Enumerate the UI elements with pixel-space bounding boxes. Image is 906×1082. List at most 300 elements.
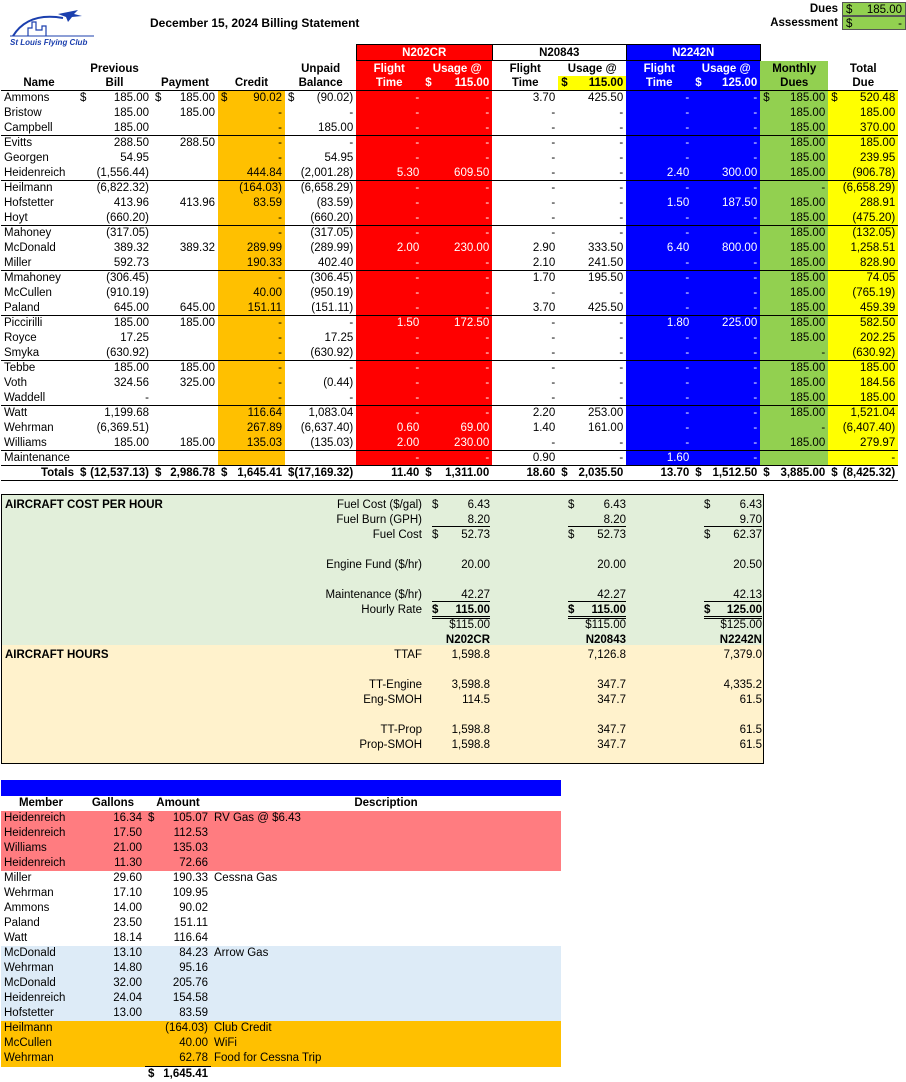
row-u1: 609.50 bbox=[422, 166, 492, 181]
gas-amount: 95.16 bbox=[145, 961, 211, 976]
gas-member: Heidenreich bbox=[1, 856, 81, 871]
billing-row bbox=[1, 331, 898, 346]
row-dues: 185.00 bbox=[760, 241, 828, 256]
billing-row bbox=[1, 346, 898, 361]
row-total: - bbox=[828, 451, 898, 466]
gas-gallons: 29.60 bbox=[81, 871, 145, 886]
row-f2: - bbox=[492, 151, 558, 166]
row-f3: - bbox=[626, 406, 692, 421]
row-f3: - bbox=[626, 106, 692, 121]
totals-row bbox=[1, 466, 898, 481]
row-credit: (164.03) bbox=[218, 181, 285, 196]
col-name: Name bbox=[1, 76, 77, 91]
gas-description bbox=[211, 1006, 561, 1021]
row-name: Heidenreich bbox=[1, 166, 77, 181]
row-credit: - bbox=[218, 106, 285, 121]
row-pay bbox=[152, 331, 218, 346]
row-f2: - bbox=[492, 181, 558, 196]
col-usage-1a: Usage @ bbox=[422, 61, 492, 76]
aircraft-name: N202CR bbox=[432, 634, 490, 646]
row-dues: 185.00 bbox=[760, 271, 828, 286]
row-dues: 185.00 bbox=[760, 286, 828, 301]
eng-smoh-label: Eng-SMOH bbox=[363, 694, 422, 706]
row-u2: - bbox=[558, 166, 626, 181]
row-u2: - bbox=[558, 346, 626, 361]
row-unpaid: (950.19) bbox=[285, 286, 356, 301]
maintenance-label: Maintenance ($/hr) bbox=[325, 589, 422, 601]
row-u1: - bbox=[422, 151, 492, 166]
row-f2: - bbox=[492, 346, 558, 361]
maintenance-value: 42.13 bbox=[704, 589, 762, 602]
row-prev bbox=[77, 451, 152, 466]
row-u1: - bbox=[422, 361, 492, 376]
row-f2: - bbox=[492, 331, 558, 346]
row-u3: - bbox=[692, 106, 760, 121]
row-name: Williams bbox=[1, 436, 77, 451]
fuel-cost-gal-label: Fuel Cost ($/gal) bbox=[337, 499, 422, 511]
gas-section-bar bbox=[1, 780, 561, 796]
gas-gallons: 18.14 bbox=[81, 931, 145, 946]
billing-row bbox=[1, 256, 898, 271]
gas-row bbox=[1, 886, 561, 901]
billing-row bbox=[1, 421, 898, 436]
row-name: Heilmann bbox=[1, 181, 77, 196]
row-total: (6,407.40) bbox=[828, 421, 898, 436]
row-u1: 230.00 bbox=[422, 241, 492, 256]
billing-row bbox=[1, 181, 898, 196]
row-name: Smyka bbox=[1, 346, 77, 361]
col-usage-3a: Usage @ bbox=[692, 61, 760, 76]
col-prev-bill-2: Bill bbox=[77, 76, 152, 91]
row-f3: - bbox=[626, 151, 692, 166]
row-u3: - bbox=[692, 211, 760, 226]
tt-engine-value: 4,335.2 bbox=[704, 679, 762, 691]
billing-row bbox=[1, 106, 898, 121]
row-name: Bristow bbox=[1, 106, 77, 121]
dues-box bbox=[760, 2, 906, 30]
gas-row bbox=[1, 811, 561, 826]
row-pay bbox=[152, 151, 218, 166]
dues-value: $ 185.00 bbox=[842, 2, 906, 16]
row-name: Voth bbox=[1, 376, 77, 391]
row-prev: 288.50 bbox=[77, 136, 152, 151]
gas-member: Heidenreich bbox=[1, 991, 81, 1006]
row-u2: - bbox=[558, 226, 626, 241]
row-f1: - bbox=[356, 331, 422, 346]
row-u3: - bbox=[692, 301, 760, 316]
row-name: McCullen bbox=[1, 286, 77, 301]
gas-gallons bbox=[81, 1021, 145, 1036]
aircraft-header-3: N2242N bbox=[626, 45, 760, 61]
gas-gallons bbox=[81, 1036, 145, 1051]
row-credit: - bbox=[218, 211, 285, 226]
totals-pay: $ 2,986.78 bbox=[152, 466, 218, 481]
billing-row bbox=[1, 136, 898, 151]
billing-row bbox=[1, 301, 898, 316]
prop-smoh-value: 1,598.8 bbox=[432, 739, 490, 751]
row-u1: - bbox=[422, 286, 492, 301]
ttaf-value: 7,126.8 bbox=[568, 649, 626, 661]
billing-row bbox=[1, 451, 898, 466]
row-f2: 1.70 bbox=[492, 271, 558, 286]
engine-fund-value: 20.50 bbox=[704, 559, 762, 571]
row-dues: 185.00 bbox=[760, 301, 828, 316]
row-unpaid: 185.00 bbox=[285, 121, 356, 136]
totals-f3: 13.70 bbox=[626, 466, 692, 481]
row-pay bbox=[152, 121, 218, 136]
row-credit: - bbox=[218, 226, 285, 241]
row-name: Evitts bbox=[1, 136, 77, 151]
gas-col-description: Description bbox=[211, 796, 561, 811]
row-f2: 1.40 bbox=[492, 421, 558, 436]
row-credit: 151.11 bbox=[218, 301, 285, 316]
gas-description bbox=[211, 856, 561, 871]
billing-row bbox=[1, 376, 898, 391]
row-name: Mmahoney bbox=[1, 271, 77, 286]
row-credit: 289.99 bbox=[218, 241, 285, 256]
row-dues bbox=[760, 451, 828, 466]
hourly-rate-alt-value: $125.00 bbox=[704, 619, 762, 631]
tt-prop-value: 61.5 bbox=[704, 724, 762, 736]
row-f1: - bbox=[356, 91, 422, 106]
row-f1: - bbox=[356, 106, 422, 121]
gas-member: Heidenreich bbox=[1, 811, 81, 826]
row-prev: (306.45) bbox=[77, 271, 152, 286]
gas-amount: 112.53 bbox=[145, 826, 211, 841]
row-f3: - bbox=[626, 391, 692, 406]
gas-member: Heidenreich bbox=[1, 826, 81, 841]
row-u2: 161.00 bbox=[558, 421, 626, 436]
gas-row bbox=[1, 976, 561, 991]
row-prev: 185.00 bbox=[77, 316, 152, 331]
gas-col-amount: Amount bbox=[145, 796, 211, 811]
row-f2: - bbox=[492, 211, 558, 226]
gas-section bbox=[1, 780, 561, 1082]
gas-gallons bbox=[81, 1051, 145, 1067]
row-unpaid: - bbox=[285, 316, 356, 331]
row-credit: - bbox=[218, 271, 285, 286]
totals-label: Totals bbox=[1, 466, 77, 481]
row-u1: 69.00 bbox=[422, 421, 492, 436]
row-dues: - bbox=[760, 346, 828, 361]
totals-total: $ (8,425.32) bbox=[828, 466, 898, 481]
row-unpaid: 17.25 bbox=[285, 331, 356, 346]
row-u3: - bbox=[692, 256, 760, 271]
assessment-label: Assessment bbox=[760, 16, 842, 30]
row-u3: - bbox=[692, 151, 760, 166]
row-f1: - bbox=[356, 211, 422, 226]
row-total: 828.90 bbox=[828, 256, 898, 271]
aircraft-cost-section bbox=[1, 494, 764, 764]
eng-smoh-value: 114.5 bbox=[432, 694, 490, 706]
row-f3: 2.40 bbox=[626, 166, 692, 181]
engine-fund-value: 20.00 bbox=[432, 559, 490, 571]
row-total: 288.91 bbox=[828, 196, 898, 211]
tt-engine-value: 3,598.8 bbox=[432, 679, 490, 691]
row-u1: - bbox=[422, 331, 492, 346]
fuel-burn-value: 9.70 bbox=[704, 514, 762, 527]
row-unpaid: (151.11) bbox=[285, 301, 356, 316]
totals-u2: $ 2,035.50 bbox=[558, 466, 626, 481]
gas-gallons: 17.50 bbox=[81, 826, 145, 841]
row-u1: - bbox=[422, 181, 492, 196]
row-credit: 444.84 bbox=[218, 166, 285, 181]
col-flight-1a: Flight bbox=[356, 61, 422, 76]
row-f1: - bbox=[356, 301, 422, 316]
row-dues: 185.00 bbox=[760, 151, 828, 166]
row-unpaid: 402.40 bbox=[285, 256, 356, 271]
row-f3: 1.80 bbox=[626, 316, 692, 331]
row-prev: (910.19) bbox=[77, 286, 152, 301]
row-u3: - bbox=[692, 181, 760, 196]
row-prev: 185.00 bbox=[77, 436, 152, 451]
fuel-cost-value: $ 52.73 bbox=[432, 529, 490, 541]
row-f1: - bbox=[356, 406, 422, 421]
row-u3: 300.00 bbox=[692, 166, 760, 181]
gas-amount: 40.00 bbox=[145, 1036, 211, 1051]
gas-row bbox=[1, 1021, 561, 1036]
row-pay: 185.00 bbox=[152, 316, 218, 331]
row-pay: $ 185.00 bbox=[152, 91, 218, 106]
gas-amount: 72.66 bbox=[145, 856, 211, 871]
tt-prop-label: TT-Prop bbox=[380, 724, 422, 736]
gas-member: Wehrman bbox=[1, 1051, 81, 1067]
row-unpaid: - bbox=[285, 391, 356, 406]
row-name: Piccirilli bbox=[1, 316, 77, 331]
row-prev: 645.00 bbox=[77, 301, 152, 316]
row-prev: 389.32 bbox=[77, 241, 152, 256]
row-unpaid: (6,637.40) bbox=[285, 421, 356, 436]
row-pay: 185.00 bbox=[152, 361, 218, 376]
row-f3: 1.60 bbox=[626, 451, 692, 466]
row-u2: - bbox=[558, 181, 626, 196]
row-pay bbox=[152, 391, 218, 406]
gas-gallons: 13.00 bbox=[81, 1006, 145, 1021]
row-f3: - bbox=[626, 301, 692, 316]
row-pay: 645.00 bbox=[152, 301, 218, 316]
billing-rows bbox=[1, 91, 898, 466]
gas-gallons: 21.00 bbox=[81, 841, 145, 856]
row-name: Miller bbox=[1, 256, 77, 271]
gas-member: Heilmann bbox=[1, 1021, 81, 1036]
row-u1: - bbox=[422, 301, 492, 316]
row-total: 370.00 bbox=[828, 121, 898, 136]
row-dues: $ 185.00 bbox=[760, 91, 828, 106]
col-unpaid-2: Balance bbox=[285, 76, 356, 91]
row-dues: 185.00 bbox=[760, 391, 828, 406]
row-u2: 333.50 bbox=[558, 241, 626, 256]
row-f1: - bbox=[356, 376, 422, 391]
col-prev-bill-1: Previous bbox=[77, 61, 152, 76]
row-f2: - bbox=[492, 136, 558, 151]
row-credit: $ 90.02 bbox=[218, 91, 285, 106]
row-f1: - bbox=[356, 226, 422, 241]
row-f1: - bbox=[356, 271, 422, 286]
row-credit: - bbox=[218, 316, 285, 331]
billing-row bbox=[1, 166, 898, 181]
gas-member: Ammons bbox=[1, 901, 81, 916]
engine-fund-value: 20.00 bbox=[568, 559, 626, 571]
row-prev: 185.00 bbox=[77, 106, 152, 121]
gas-amount: 205.76 bbox=[145, 976, 211, 991]
row-prev: 413.96 bbox=[77, 196, 152, 211]
row-pay bbox=[152, 421, 218, 436]
gas-description: WiFi bbox=[211, 1036, 561, 1051]
row-f2: - bbox=[492, 376, 558, 391]
gas-member: Wehrman bbox=[1, 886, 81, 901]
aircraft-header-1: N202CR bbox=[356, 45, 492, 61]
row-u2: - bbox=[558, 196, 626, 211]
row-u3: 800.00 bbox=[692, 241, 760, 256]
row-unpaid: (2,001.28) bbox=[285, 166, 356, 181]
gas-row bbox=[1, 1006, 561, 1021]
row-u1: - bbox=[422, 211, 492, 226]
fuel-cost-gal-value: $ 6.43 bbox=[704, 499, 762, 511]
row-name: Maintenance bbox=[1, 451, 77, 466]
row-unpaid: (660.20) bbox=[285, 211, 356, 226]
row-f1: - bbox=[356, 196, 422, 211]
row-u1: - bbox=[422, 91, 492, 106]
row-u1: - bbox=[422, 391, 492, 406]
billing-row bbox=[1, 121, 898, 136]
gas-amount: 116.64 bbox=[145, 931, 211, 946]
row-f3: - bbox=[626, 211, 692, 226]
gas-gallons: 24.04 bbox=[81, 991, 145, 1006]
billing-row bbox=[1, 91, 898, 106]
row-dues: 185.00 bbox=[760, 331, 828, 346]
row-u1: - bbox=[422, 271, 492, 286]
row-pay: 389.32 bbox=[152, 241, 218, 256]
gas-member: Hofstetter bbox=[1, 1006, 81, 1021]
row-u2: - bbox=[558, 106, 626, 121]
row-u1: 172.50 bbox=[422, 316, 492, 331]
row-u3: - bbox=[692, 271, 760, 286]
gas-gallons: 23.50 bbox=[81, 916, 145, 931]
row-f1: 2.00 bbox=[356, 436, 422, 451]
col-flight-3b: Time bbox=[626, 76, 692, 91]
gas-row bbox=[1, 826, 561, 841]
row-f2: - bbox=[492, 391, 558, 406]
row-f2: 0.90 bbox=[492, 451, 558, 466]
row-f1: - bbox=[356, 121, 422, 136]
row-prev: (317.05) bbox=[77, 226, 152, 241]
row-f1: 0.60 bbox=[356, 421, 422, 436]
gas-amount: 151.11 bbox=[145, 916, 211, 931]
row-u3: - bbox=[692, 376, 760, 391]
gas-member: Miller bbox=[1, 871, 81, 886]
gas-row bbox=[1, 916, 561, 931]
row-dues: - bbox=[760, 181, 828, 196]
fuel-cost-value: $ 52.73 bbox=[568, 529, 626, 541]
row-total: 279.97 bbox=[828, 436, 898, 451]
row-unpaid: (289.99) bbox=[285, 241, 356, 256]
row-u3: - bbox=[692, 361, 760, 376]
row-prev: (630.92) bbox=[77, 346, 152, 361]
billing-row bbox=[1, 361, 898, 376]
row-f2: 3.70 bbox=[492, 301, 558, 316]
gas-row bbox=[1, 931, 561, 946]
row-f3: - bbox=[626, 436, 692, 451]
row-dues: 185.00 bbox=[760, 106, 828, 121]
gas-table bbox=[1, 796, 561, 1082]
fuel-burn-value: 8.20 bbox=[568, 514, 626, 527]
totals-unpaid: $ (17,169.32) bbox=[285, 466, 356, 481]
row-f3: - bbox=[626, 226, 692, 241]
col-monthly-2: Dues bbox=[760, 76, 828, 91]
col-flight-1b: Time bbox=[356, 76, 422, 91]
row-u3: - bbox=[692, 226, 760, 241]
row-u1: - bbox=[422, 346, 492, 361]
gas-description bbox=[211, 901, 561, 916]
prop-smoh-value: 347.7 bbox=[568, 739, 626, 751]
fuel-cost-value: $ 62.37 bbox=[704, 529, 762, 541]
row-u1: - bbox=[422, 226, 492, 241]
gas-member: Watt bbox=[1, 931, 81, 946]
col-usage-2a: Usage @ bbox=[558, 61, 626, 76]
row-pay bbox=[152, 346, 218, 361]
gas-row bbox=[1, 841, 561, 856]
row-dues: 185.00 bbox=[760, 256, 828, 271]
aircraft-name: N20843 bbox=[568, 634, 626, 646]
row-pay bbox=[152, 271, 218, 286]
row-unpaid: - bbox=[285, 361, 356, 376]
row-pay bbox=[152, 211, 218, 226]
row-f2: - bbox=[492, 106, 558, 121]
gas-gallons: 14.80 bbox=[81, 961, 145, 976]
tt-engine-value: 347.7 bbox=[568, 679, 626, 691]
row-dues: 185.00 bbox=[760, 361, 828, 376]
row-dues: 185.00 bbox=[760, 136, 828, 151]
row-dues: 185.00 bbox=[760, 166, 828, 181]
row-credit: 40.00 bbox=[218, 286, 285, 301]
row-prev: 185.00 bbox=[77, 361, 152, 376]
row-f2: - bbox=[492, 226, 558, 241]
row-u3: - bbox=[692, 121, 760, 136]
billing-row bbox=[1, 271, 898, 286]
gas-amount: 84.23 bbox=[145, 946, 211, 961]
row-f2: - bbox=[492, 286, 558, 301]
dues-label: Dues bbox=[760, 2, 842, 16]
tt-engine-label: TT-Engine bbox=[369, 679, 422, 691]
row-f2: - bbox=[492, 316, 558, 331]
aircraft-name: N2242N bbox=[704, 634, 762, 646]
row-u2: - bbox=[558, 316, 626, 331]
row-u2: - bbox=[558, 211, 626, 226]
gas-col-member: Member bbox=[1, 796, 81, 811]
club-name: St Louis Flying Club bbox=[10, 38, 87, 47]
row-f1: 1.50 bbox=[356, 316, 422, 331]
gas-description: Food for Cessna Trip bbox=[211, 1051, 561, 1067]
row-f3: 6.40 bbox=[626, 241, 692, 256]
maintenance-value: 42.27 bbox=[432, 589, 490, 602]
row-unpaid: (6,658.29) bbox=[285, 181, 356, 196]
gas-gallons: 17.10 bbox=[81, 886, 145, 901]
row-name: McDonald bbox=[1, 241, 77, 256]
row-u3: - bbox=[692, 436, 760, 451]
row-credit: 135.03 bbox=[218, 436, 285, 451]
row-u1: - bbox=[422, 256, 492, 271]
gas-row bbox=[1, 1051, 561, 1067]
row-f2: - bbox=[492, 166, 558, 181]
row-f3: - bbox=[626, 181, 692, 196]
fuel-burn-value: 8.20 bbox=[432, 514, 490, 527]
gas-description bbox=[211, 976, 561, 991]
row-name: Royce bbox=[1, 331, 77, 346]
row-f3: - bbox=[626, 376, 692, 391]
gas-row bbox=[1, 901, 561, 916]
row-credit bbox=[218, 451, 285, 466]
row-u2: - bbox=[558, 286, 626, 301]
